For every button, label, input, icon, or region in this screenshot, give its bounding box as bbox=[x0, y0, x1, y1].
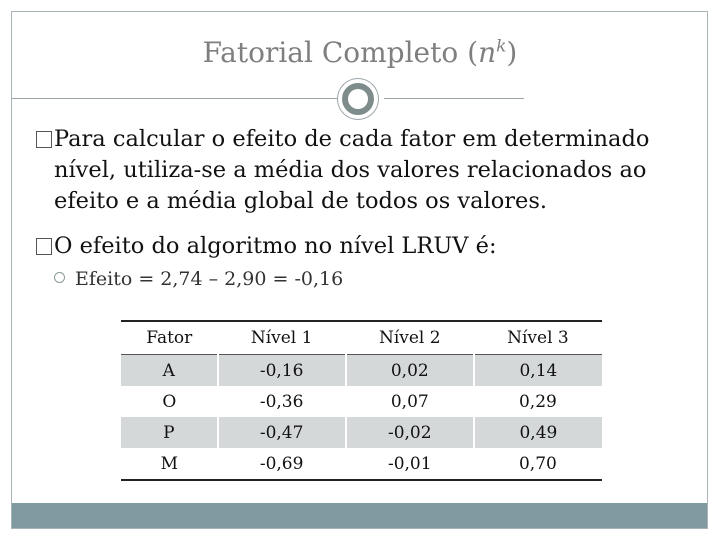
table-cell: 0,49 bbox=[474, 417, 602, 448]
title-variable: n bbox=[478, 36, 497, 69]
header-nivel-1: Nível 1 bbox=[218, 321, 346, 355]
title-close: ) bbox=[506, 36, 518, 69]
title-text: Fatorial Completo ( bbox=[202, 36, 479, 69]
table-cell: P bbox=[121, 417, 218, 448]
square-bullet-icon bbox=[36, 238, 52, 255]
header-fator: Fator bbox=[121, 321, 218, 355]
header-nivel-2: Nível 2 bbox=[346, 321, 474, 355]
table-cell: A bbox=[121, 355, 218, 387]
table-cell: -0,01 bbox=[346, 448, 474, 480]
title-circle-ornament bbox=[338, 79, 378, 119]
table-row bbox=[121, 417, 602, 448]
bullet-1-line-3: efeito e a média global de todos os valores. bbox=[54, 188, 548, 214]
sub-bullet-text: Efeito = 2,74 – 2,90 = -0,16 bbox=[75, 268, 344, 290]
title-rule-right bbox=[384, 98, 524, 99]
table-cell: -0,69 bbox=[218, 448, 346, 480]
header-nivel-3: Nível 3 bbox=[474, 321, 602, 355]
table-row bbox=[121, 355, 602, 387]
table-cell: 0,07 bbox=[390, 391, 429, 412]
bullet-1 bbox=[36, 124, 696, 217]
table-row bbox=[121, 386, 602, 417]
table-cell: -0,36 bbox=[259, 391, 304, 412]
bullet-2-line-1: O efeito do algoritmo no nível LRUV é: bbox=[54, 233, 497, 259]
table-cell: O bbox=[162, 391, 177, 412]
bullet-2 bbox=[36, 231, 497, 262]
sub-bullet bbox=[54, 268, 343, 290]
table-cell: -0,02 bbox=[346, 417, 474, 448]
table-cell: -0,16 bbox=[218, 355, 346, 387]
table-header-row bbox=[121, 321, 602, 355]
bullet-1-line-2: nível, utiliza-se a média dos valores relacionados ao bbox=[54, 157, 647, 183]
bullet-1-line-1: Para calcular o efeito de cada fator em determinado bbox=[54, 126, 650, 152]
table-cell: M bbox=[121, 448, 218, 480]
table-cell: 0,29 bbox=[518, 391, 557, 412]
title-rule-left bbox=[12, 98, 340, 99]
ring-bullet-icon bbox=[54, 272, 65, 283]
table-cell: 0,02 bbox=[346, 355, 474, 387]
title-exponent: k bbox=[496, 36, 507, 57]
table-cell: 0,14 bbox=[474, 355, 602, 387]
effects-table bbox=[121, 320, 602, 481]
table-cell: 0,70 bbox=[474, 448, 602, 480]
table-row bbox=[121, 448, 602, 480]
slide-title bbox=[0, 36, 720, 69]
table-cell: -0,47 bbox=[218, 417, 346, 448]
square-bullet-icon bbox=[36, 131, 52, 148]
footer-bar bbox=[12, 503, 707, 528]
